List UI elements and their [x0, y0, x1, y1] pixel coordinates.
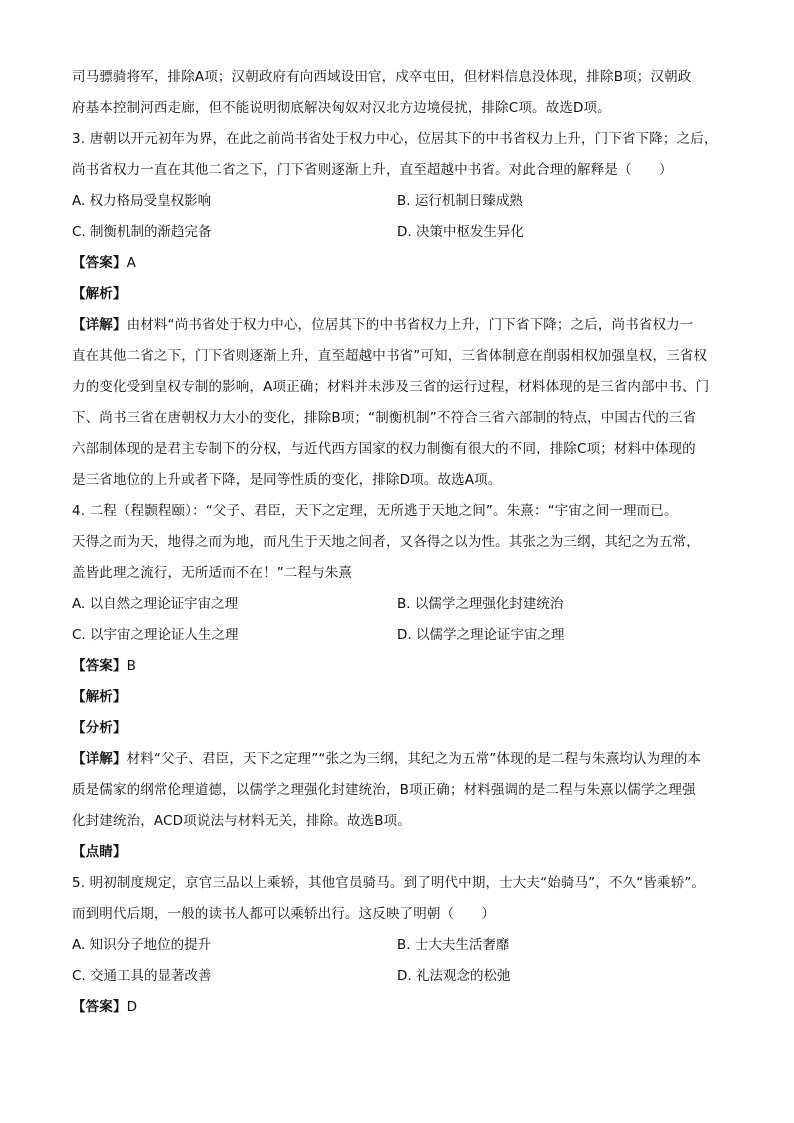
- q4-stem-line-1: 4. 二程（程颢程颐）：“父子、君臣，天下之定理，无所逃于天地之间”。朱熹：“宇宙之间一理而已。: [72, 503, 678, 519]
- q4-detail-line-1: [72, 744, 732, 775]
- q3-detail-line-4: 下、尚书三省在唐朝权力大小的变化，排除B项；“制衡机制”不符合三省六部制的特点，中国古代的三省: [72, 410, 697, 426]
- q4-answer-value: B: [126, 658, 137, 674]
- q4-analysis-heading: [72, 682, 732, 713]
- q3-answer-tag: 【答案】: [72, 255, 127, 271]
- q3-detail-text-1: 由材料“尚书省处于权力中心，位居其下的中书省权力上升，门下省下降；之后，尚书省权力一: [126, 317, 694, 333]
- q3-options-row-2: [72, 217, 732, 248]
- q4-option-b: B. 以儒学之理强化封建统治: [397, 596, 564, 612]
- q3-answer: [72, 248, 732, 279]
- q3-detail-tag: 【详解】: [72, 317, 127, 333]
- q5-answer-tag: 【答案】: [72, 999, 127, 1015]
- q3-detail-line-1: [72, 310, 732, 341]
- q3-detail-line-5: 六部制体现的是君主专制下的分权，与近代西方国家的权力制衡有很大的不同，排除C项；材料中体现的: [72, 441, 696, 457]
- q4-dianjing-tag: 【点睛】: [72, 844, 127, 860]
- q4-stem-line-3: 盖皆此理之流行，无所适而不在！”二程与朱熹: [72, 565, 353, 581]
- q4-option-a: A. 以自然之理论证宇宙之理: [72, 596, 239, 612]
- q4-analysis-tag: 【解析】: [72, 689, 127, 705]
- q4-detail-line-3: 化封建统治，ACD项说法与材料无关，排除。故选B项。: [72, 813, 411, 829]
- q3-analysis-heading: [72, 279, 732, 310]
- q4-option-d: D. 以儒学之理论证宇宙之理: [397, 627, 565, 643]
- q4-dianjing-heading: [72, 837, 732, 868]
- q4-answer-tag: 【答案】: [72, 658, 127, 674]
- q3-option-d: D. 决策中枢发生异化: [397, 224, 524, 240]
- q2-explanation-line-2: 府基本控制河西走廊，但不能说明彻底解决匈奴对汉北方边境侵扰，排除C项。故选D项。: [72, 100, 611, 116]
- q4-detail-text-1: 材料“父子、君臣，天下之定理”“张之为三纲，其纪之为五常”体现的是二程与朱熹均认为理的本: [126, 751, 702, 767]
- q3-detail-line-6: 是三省地位的上升或者下降，是同等性质的变化，排除D项。故选A项。: [72, 472, 502, 488]
- q3-option-b: B. 运行机制日臻成熟: [397, 193, 523, 209]
- q4-fenxi-tag: 【分析】: [72, 720, 127, 736]
- q4-options-row-1: [72, 589, 732, 620]
- q5-option-d: D. 礼法观念的松弛: [397, 968, 511, 984]
- document-page: [72, 62, 732, 1023]
- q5-options-row-1: [72, 930, 732, 961]
- q4-answer: [72, 651, 732, 682]
- q5-answer-value: D: [126, 999, 138, 1015]
- q3-detail-line-2: 直在其他二省之下，门下省则逐渐上升，直至超越中书省”可知，三省体制意在削弱相权加强皇权，三省权: [72, 348, 708, 364]
- q4-options-row-2: [72, 620, 732, 651]
- q5-option-a: A. 知识分子地位的提升: [72, 937, 212, 953]
- q5-stem-line-2: 而到明代后期，一般的读书人都可以乘轿出行。这反映了明朝（ ）: [72, 906, 496, 922]
- q3-analysis-tag: 【解析】: [72, 286, 127, 302]
- q4-fenxi-heading: [72, 713, 732, 744]
- q4-option-c: C. 以宇宙之理论证人生之理: [72, 627, 239, 643]
- q3-option-c: C. 制衡机制的渐趋完备: [72, 224, 212, 240]
- q4-detail-line-2: 质是儒家的纲常伦理道德，以儒学之理强化封建统治，B项正确；材料强调的是二程与朱熹以儒学之理强: [72, 782, 696, 798]
- q3-options-row-1: [72, 186, 732, 217]
- q5-options-row-2: [72, 961, 732, 992]
- q4-stem-line-2: 天得之而为天，地得之而为地，而凡生于天地之间者，又各得之以为性。其张之为三纲，其纪之为五常，: [72, 534, 700, 550]
- q5-option-c: C. 交通工具的显著改善: [72, 968, 212, 984]
- q5-option-b: B. 士大夫生活奢靡: [397, 937, 510, 953]
- q2-explanation-line-1: 司马骠骑将军，排除A项；汉朝政府有向西域设田官，戍卒屯田，但材料信息没体现，排除B项；汉朝政: [72, 69, 692, 85]
- q3-stem-line-1: 3. 唐朝以开元初年为界，在此之前尚书省处于权力中心，位居其下的中书省权力上升，门下省下降；之后，: [72, 131, 718, 147]
- q3-option-a: A. 权力格局受皇权影响: [72, 193, 212, 209]
- q3-detail-line-3: 力的变化受到皇权专制的影响，A项正确；材料并未涉及三省的运行过程，材料体现的是三省内部中书、门: [72, 379, 710, 395]
- q5-stem-line-1: 5. 明初制度规定，京官三品以上乘轿，其他官员骑马。到了明代中期，士大夫“始骑马”，不久“皆乘轿”。: [72, 875, 706, 891]
- q5-answer: [72, 992, 732, 1023]
- q3-stem-line-2: 尚书省权力一直在其他二省之下，门下省则逐渐上升，直至超越中书省。对此合理的解释是（ ）: [72, 162, 673, 178]
- q3-answer-value: A: [126, 255, 136, 271]
- q4-detail-tag: 【详解】: [72, 751, 127, 767]
